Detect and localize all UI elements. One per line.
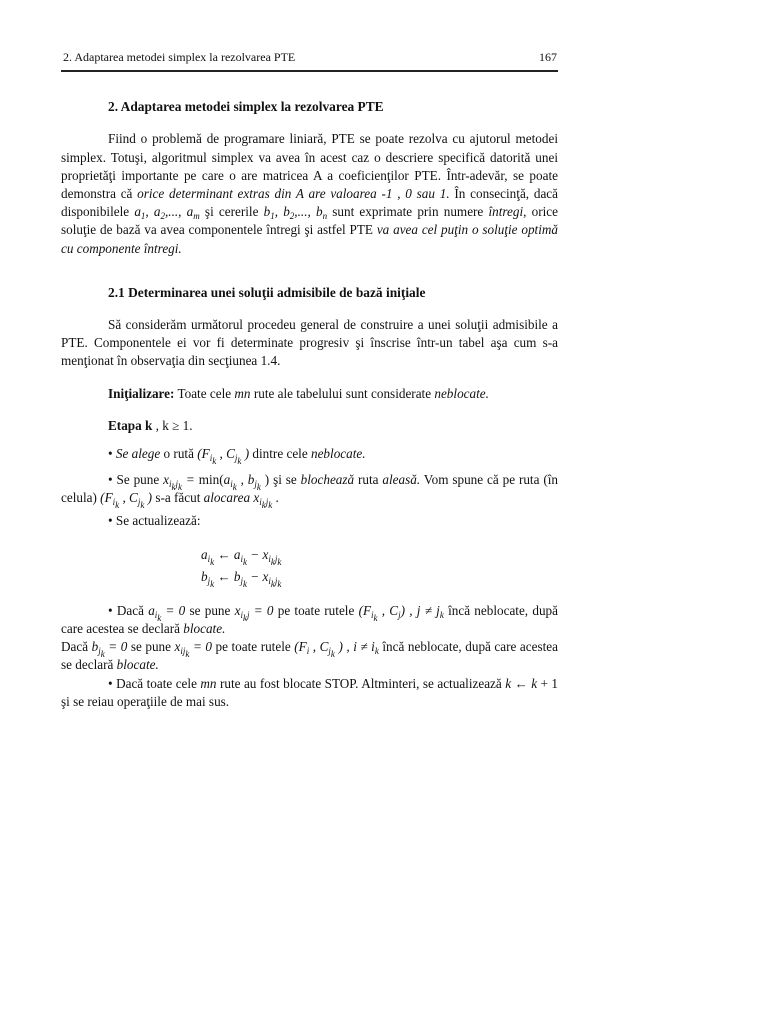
equation-a: $a_{i_k}$ ← $a_{i_k} - x_{i_kj_k}$ — [201, 546, 282, 567]
running-header — [61, 48, 558, 70]
bullet-if-a-zero: • Dacă $a_{i_k} = 0$ se pune $x_{i_kj} = 0$ pe toate rutele ($F_{i_k}$ , $C_j$) , $j \ne j_k$ încă neblocate, după care acestea se declară blocate. — [61, 602, 558, 637]
bullet-choose-route: • Se alege o rută ($F_{i_k}$ , $C_{j_k}$ ) dintre cele neblocate. — [108, 446, 366, 467]
bullet-if-b-zero: Dacă $b_{j_k} = 0$ se pune $x_{ij_k} = 0$ pe toate rutele ($F_i$ , $C_{j_k}$ ) , $i \ne i_k$ încă neblocate, după care acestea se declară blocate. — [61, 639, 558, 673]
intro-paragraph: Fiind o problemă de programare liniară, PTE se poate rezolva cu ajutorul metodei simplex. Totuşi, algoritmul simplex va avea în acest caz o descriere specifică datorită unei proprietăţi importante pe care o are matricea A a coeficienţilor PTE. Într-adevăr, se poate demonstra că orice determinant extras din A are valoarea -1 , 0 sau 1. În consecinţă, dacă disponibilele $a_1$, $a_2$,..., $a_m$ şi cererile $b_1$, $b_2$,..., $b_n$ sunt exprimate prin numere întregi, orice soluţie de bază va avea componentele întregi şi astfel PTE va avea cel puţin o soluţie optimă cu componente întregi. — [61, 131, 559, 256]
a-list: $a_1$, $a_2$,..., $a_m$ — [134, 204, 200, 222]
header-title: 2. Adaptarea metodei simplex la rezolvarea PTE — [63, 50, 296, 64]
update-equations — [61, 544, 558, 588]
header-rule — [61, 70, 558, 72]
init-paragraph: Iniţializare: Toate cele mn rute ale tabelului sunt considerate neblocate. — [108, 385, 489, 401]
bullet-stop: • Dacă toate cele mn rute au fost blocate STOP. Altminteri, se actualizează k ← k + 1 şi se reiau operaţiile de mai sus. — [61, 675, 559, 709]
b-list: $b_1$, $b_2$,..., $b_n$ — [263, 204, 328, 222]
equation-b: $b_{j_k}$ ← $b_{j_k} - x_{i_kj_k}$ — [201, 568, 282, 589]
paragraph-procedure: Să considerăm următorul procedeu general de construire a unei soluţii admisibile a PTE. Componentele ei vor fi determinate progresiv şi înscrise într-un tabel aşa cum s-a menţionat în observaţia din secţiunea 1.4. — [61, 317, 558, 369]
page-number: 167 — [539, 50, 557, 64]
document-page — [61, 48, 558, 711]
etapa-line: Etapa k , k ≥ 1. — [108, 417, 193, 433]
bullet-update: • Se actualizează: — [108, 512, 201, 528]
bullet-set-value: • Se pune $x_{i_kj_k} = \min(a_{i_k}$ , $b_{j_k}$ ) şi se blochează ruta aleasă. Vom spune că pe ruta (în celula) ($F_{i_k}$ , $C_{j_k}$ ) s-a făcut alocarea $x_{i_kj_k}$ . — [61, 472, 558, 511]
section-title: 2. Adaptarea metodei simplex la rezolvarea PTE — [108, 99, 384, 115]
subsection-title: 2.1 Determinarea unei soluţii admisibile de bază iniţiale — [108, 284, 426, 300]
